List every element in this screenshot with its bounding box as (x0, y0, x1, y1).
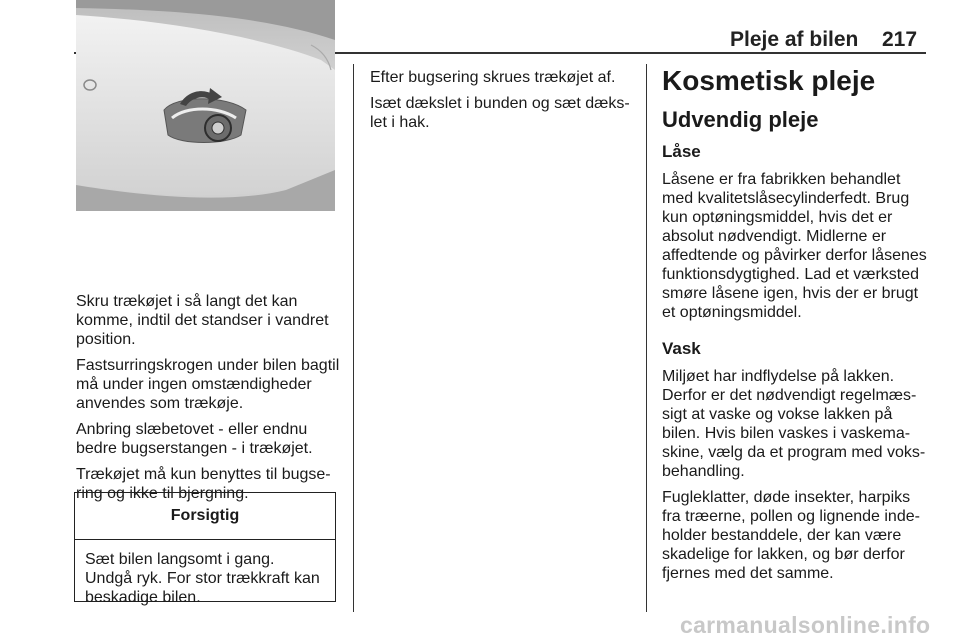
section-heading: Kosmetisk pleje (662, 65, 876, 96)
tow-eye-illustration (76, 0, 335, 211)
caution-box (74, 492, 336, 606)
page-title: Pleje af bilen (730, 28, 859, 51)
washing-heading: Vask (662, 339, 701, 358)
locks-heading: Låse (662, 142, 701, 161)
subsection-heading: Udvendig pleje (662, 107, 819, 132)
paragraph: Isæt dækslet i bunden og sæt dækslet i hak. (370, 95, 630, 131)
column-divider-2 (646, 64, 647, 612)
paragraph: Efter bugsering skrues trækøjet af. (370, 69, 616, 86)
paragraph: Fugleklatter, døde insekter, harpiks fra træerne, pollen og lignende indeholder bestanddele, der kan være skadelige for lakken, og bør derfor fjernes med det samme. (662, 489, 920, 582)
locks-text: Låsene er fra fabrikken behandlet med kvalitetslåsecylinderfedt. Brug kun optøningsmiddel, hvis det er absolut nødvendigt. Midlerne er affedtende og påvirker derfor låsenes funktionsdygtighed. Lad et værksted smøre låsene igen, hvis der er brugt et optøningsmiddel. (662, 171, 927, 321)
paragraph: Fastsurringskrogen under bilen bagtil må under ingen omstændigheder anvendes som trækøje. (76, 357, 340, 412)
instructions-text (76, 292, 344, 510)
page-number: 217 (882, 28, 918, 51)
caution-title: Forsigtig (75, 493, 335, 540)
column-divider-1 (353, 64, 354, 612)
watermark: carmanualsonline.info (680, 612, 931, 638)
caution-text: Sæt bilen langsomt i gang. Undgå ryk. For stor trækkraft kan beskadige bilen. (85, 551, 320, 606)
paragraph: Anbring slæbetovet - eller endnu bedre bugserstangen - i trækøjet. (76, 421, 313, 457)
paragraph: Trækøjet må kun benyttes til bugsering og ikke til bjergning. (76, 466, 331, 502)
paragraph: Skru trækøjet i så langt det kan komme, indtil det standser i vandret position. (76, 293, 329, 348)
paragraph: Miljøet har indflydelse på lakken. Derfor er det nødvendigt regelmæssigt at vaske og vokse lakken på bilen. Hvis bilen vaskes i vaskemaskine, vælg da et program med voksbehandling. (662, 368, 926, 480)
column-3 (662, 66, 930, 590)
column-2 (370, 68, 638, 139)
